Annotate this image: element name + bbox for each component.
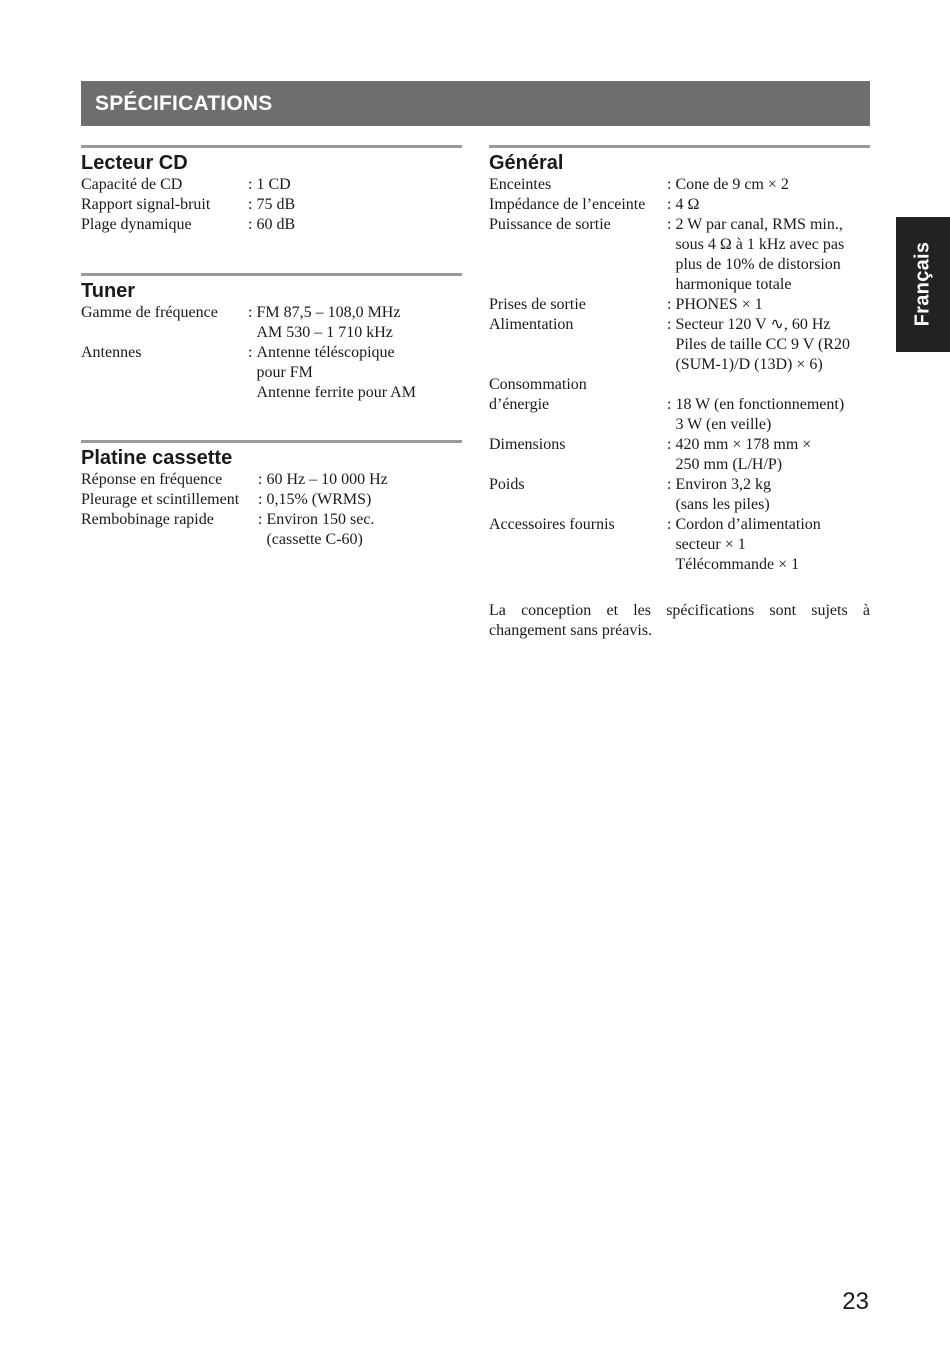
section-tuner [81,273,462,403]
spec-value-line: 3 W (en veille) [675,416,772,433]
spec-separator: : [248,176,257,193]
spec-row [489,475,870,515]
disclaimer-note: La conception et les spécifications sont sujets à changement sans préavis. [489,602,870,639]
spec-value-line: Cone de 9 cm × 2 [675,176,789,193]
spec-row [81,175,462,195]
spec-label: d’énergie [489,396,550,413]
spec-row [489,315,870,375]
section-divider [81,273,462,276]
spec-value-line: 2 W par canal, RMS min., [675,216,843,233]
spec-value-line: sous 4 Ω à 1 kHz avec pas [675,236,845,253]
spec-value [248,303,462,343]
language-tab [896,217,950,352]
spec-value [667,515,870,575]
page-title: SPÉCIFICATIONS [95,92,273,115]
spec-row [489,215,870,295]
spec-value-line: (sans les piles) [675,496,770,513]
spec-list [81,470,462,550]
spec-label: Consommation [489,376,587,393]
page-number: 23 [842,1288,869,1315]
spec-value-line: Antenne ferrite pour AM [256,384,416,401]
spec-list [81,303,462,403]
spec-value [258,470,462,490]
section-platine-cassette [81,440,462,550]
spec-separator: : [667,436,676,453]
spec-separator: : [248,344,257,361]
spec-value-line: Télécommande × 1 [675,556,800,573]
spec-value [667,395,870,435]
spec-value-line: (cassette C-60) [266,531,363,548]
spec-value-line: Secteur 120 V ∿, 60 Hz [675,316,831,333]
spec-value-line: PHONES × 1 [675,296,763,313]
spec-separator: : [667,176,676,193]
page-title-banner [81,81,870,126]
spec-value [667,295,870,315]
spec-value-line: 250 mm (L/H/P) [675,456,783,473]
spec-value [667,195,870,215]
spec-label: Pleurage et scintillement [81,491,240,508]
spec-value-line: 0,15% (WRMS) [266,491,372,508]
spec-value-line: Cordon d’alimentation [675,516,821,533]
spec-row [489,515,870,575]
spec-value [667,475,870,515]
spec-label: Accessoires fournis [489,516,615,533]
spec-label: Réponse en fréquence [81,471,223,488]
spec-row [489,435,870,475]
section-title: Lecteur CD [81,152,188,174]
spec-value [248,215,462,235]
spec-label: Antennes [81,344,142,361]
spec-row [81,470,462,490]
spec-value-line: Piles de taille CC 9 V (R20 [675,336,850,353]
spec-value [248,195,462,215]
section-title: Général [489,152,564,174]
spec-row [489,295,870,315]
spec-separator: : [248,304,257,321]
spec-row [81,303,462,343]
spec-value [258,490,462,510]
spec-value-line: 4 Ω [675,196,700,213]
spec-row [489,195,870,215]
spec-value-line: harmonique totale [675,276,792,293]
spec-value [667,215,870,295]
spec-row [81,490,462,510]
spec-row [489,375,870,395]
section-general [489,145,870,575]
spec-row [81,215,462,235]
spec-value-line: FM 87,5 – 108,0 MHz [256,304,401,321]
language-tab-label: Français [911,241,934,327]
spec-label: Prises de sortie [489,296,586,313]
spec-value-line: 420 mm × 178 mm × [675,436,812,453]
spec-value-line: 1 CD [256,176,291,193]
spec-value-line: 60 dB [256,216,296,233]
spec-value-line: Antenne téléscopique [256,344,395,361]
spec-separator: : [248,196,257,213]
spec-separator: : [667,516,676,533]
spec-row [81,195,462,215]
spec-row [489,395,870,435]
spec-label: Impédance de l’enceinte [489,196,646,213]
spec-value [667,435,870,475]
spec-value [248,343,462,403]
spec-value [667,375,870,395]
spec-value-line: 18 W (en fonctionnement) [675,396,845,413]
spec-row [81,510,462,550]
spec-separator: : [248,216,257,233]
spec-label: Puissance de sortie [489,216,611,233]
spec-label: Plage dynamique [81,216,192,233]
spec-separator: : [667,216,676,233]
section-title: Tuner [81,280,136,302]
section-lecteur-cd [81,145,462,235]
spec-row [81,343,462,403]
spec-label: Dimensions [489,436,566,453]
spec-value [667,315,870,375]
spec-separator: : [258,471,267,488]
section-divider [81,145,462,148]
spec-separator: : [667,396,676,413]
spec-value-line: pour FM [256,364,313,381]
spec-separator: : [667,296,676,313]
spec-value-line: Environ 3,2 kg [675,476,771,493]
spec-separator: : [258,491,267,508]
spec-label: Rembobinage rapide [81,511,214,528]
spec-label: Capacité de CD [81,176,183,193]
spec-label: Rapport signal-bruit [81,196,211,213]
spec-value-line: AM 530 – 1 710 kHz [256,324,393,341]
spec-list [489,175,870,575]
spec-value-line: (SUM-1)/D (13D) × 6) [675,356,823,373]
spec-value-line: 60 Hz – 10 000 Hz [266,471,388,488]
section-divider [489,145,870,148]
spec-value [667,175,870,195]
spec-label: Poids [489,476,525,493]
spec-label: Gamme de fréquence [81,304,218,321]
spec-label: Enceintes [489,176,552,193]
spec-separator: : [667,316,676,333]
spec-value-line: secteur × 1 [675,536,746,553]
spec-label: Alimentation [489,316,574,333]
spec-row [489,175,870,195]
spec-value-line: Environ 150 sec. [266,511,375,528]
spec-value [248,175,462,195]
spec-separator: : [258,511,267,528]
spec-value-line: plus de 10% de distorsion [675,256,841,273]
section-divider [81,440,462,443]
spec-list [81,175,462,235]
spec-separator: : [667,476,676,493]
spec-value-line: 75 dB [256,196,296,213]
spec-value [258,510,462,550]
spec-separator: : [667,196,676,213]
section-title: Platine cassette [81,447,233,469]
